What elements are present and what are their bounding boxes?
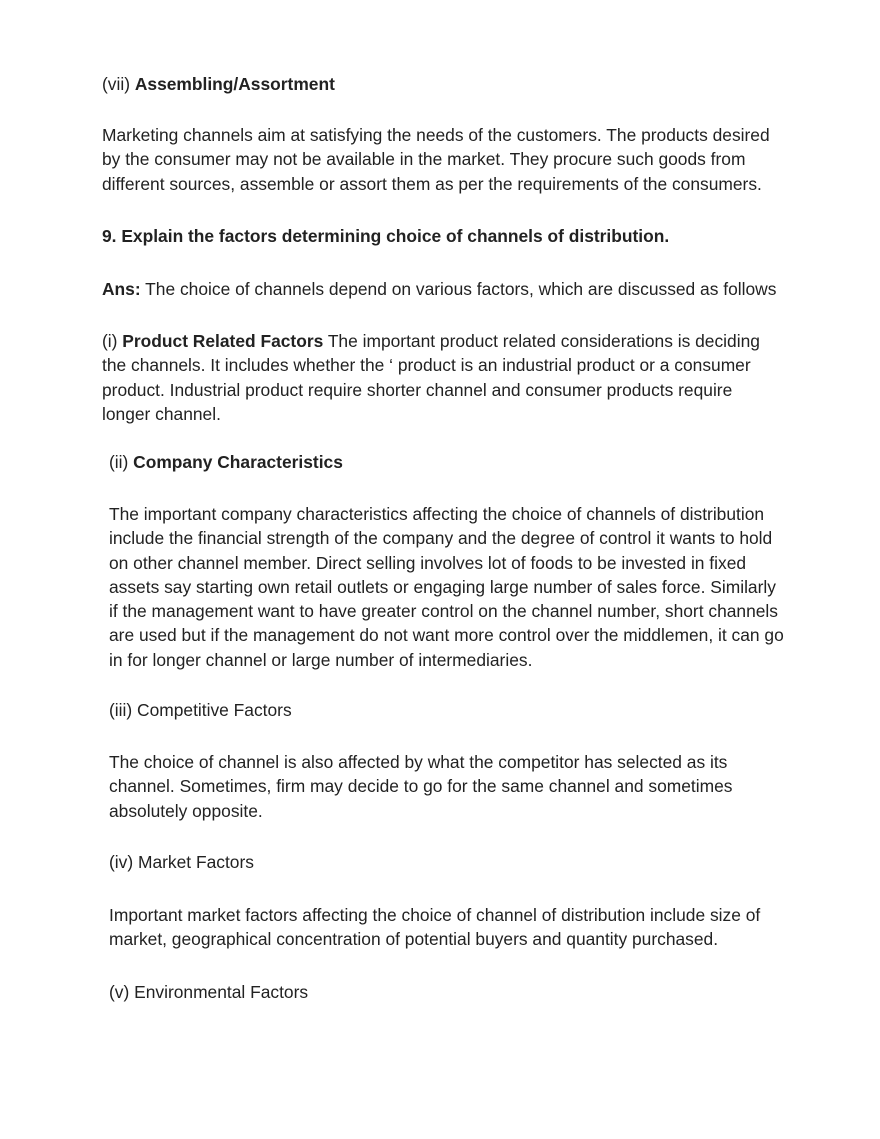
paragraph-line: the channels. It includes whether the ‘ product is an industrial product or a consumer (102, 355, 751, 376)
answer-text: The choice of channels depend on various factors, which are discussed as follows (140, 279, 777, 299)
paragraph-line: on other channel member. Direct selling involves lot of foods to be invested in fixed (109, 552, 747, 573)
question-heading (102, 224, 669, 248)
paragraph-line: product. Industrial product require shorter channel and consumer products require (102, 379, 733, 400)
question-text: 9. Explain the factors determining choice of channels of distribution. (102, 226, 670, 246)
paragraph-line: longer channel. (102, 403, 221, 424)
section-v-heading (109, 980, 308, 1004)
section-i-prefix: (i) (102, 331, 123, 351)
section-iii-heading-text: (iii) Competitive Factors (109, 700, 292, 720)
paragraph-line: Marketing channels aim at satisfying the needs of the customers. The products desired (102, 125, 770, 145)
section-v-heading-text: (v) Environmental Factors (109, 982, 309, 1002)
section-iv-paragraph (109, 903, 760, 952)
section-i-paragraph (102, 329, 760, 426)
paragraph-line: market, geographical concentration of potential buyers and quantity purchased. (109, 929, 719, 950)
section-iv-heading (109, 850, 254, 874)
section-ii-heading-prefix: (ii) (109, 452, 134, 472)
section-ii-heading (109, 450, 343, 474)
section-vii-heading (102, 72, 335, 96)
paragraph-line: are used but if the management do not want more control over the middlemen, it can go (109, 625, 784, 646)
section-iv-heading-text: (iv) Market Factors (109, 852, 254, 872)
section-iii-heading (109, 698, 292, 722)
paragraph-line: different sources, assemble or assort them as per the requirements of the consumers. (102, 173, 762, 194)
answer-label: Ans: (102, 279, 141, 299)
section-ii-paragraph (109, 502, 784, 672)
section-vii-paragraph (102, 123, 770, 196)
section-i-title: Product Related Factors (122, 331, 324, 351)
paragraph-line: include the financial strength of the company and the degree of control it wants to hold (109, 528, 773, 549)
section-vii-heading-prefix: (vii) (102, 74, 135, 94)
paragraph-line: channel. Sometimes, firm may decide to go for the same channel and sometimes (109, 776, 733, 797)
answer-line (102, 277, 776, 301)
paragraph-line: in for longer channel or large number of intermediaries. (109, 649, 533, 670)
section-vii-heading-title: Assembling/Assortment (134, 74, 335, 94)
paragraph-line: The choice of channel is also affected by what the competitor has selected as its (109, 752, 728, 772)
paragraph-line (102, 329, 760, 353)
paragraph-line: if the management want to have greater control on the channel number, short channels (109, 601, 778, 622)
paragraph-line: Important market factors affecting the choice of channel of distribution include size of (109, 905, 761, 925)
section-i-line1-rest: The important product related considerations is deciding (323, 331, 760, 351)
paragraph-line: assets say starting own retail outlets or engaging large number of sales force. Similarly (109, 576, 776, 597)
section-ii-heading-title: Company Characteristics (133, 452, 343, 472)
paragraph-line: by the consumer may not be available in the market. They procure such goods from (102, 149, 746, 170)
paragraph-line: The important company characteristics affecting the choice of channels of distribution (109, 504, 765, 524)
section-iii-paragraph (109, 750, 732, 823)
paragraph-line: absolutely opposite. (109, 800, 263, 821)
